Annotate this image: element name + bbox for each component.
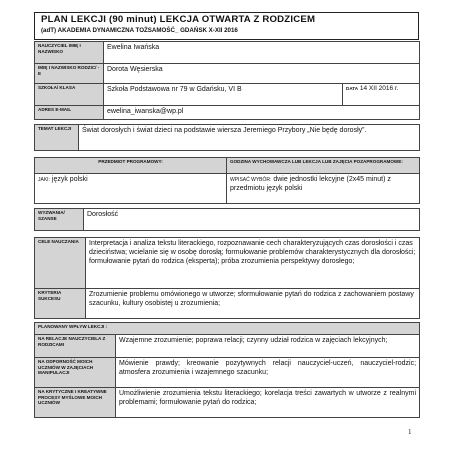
values-label: WYZWANIA/ SZANSE	[35, 209, 84, 231]
topic-value: Świat dorosłych i świat dzieci na podstawie wiersza Jeremiego Przybory „Nie będę dorosły”.	[79, 125, 420, 151]
info-table	[34, 41, 420, 120]
impact-row-value: Mówienie prawdy; kreowanie pozytywnych relacji nauczyciel-uczeń, nauczyciel-rodzic; atmosfera zrozumienia i wzajemnego szacunku;	[116, 358, 420, 388]
impact-row-label: NA RELACJE NAUCZYCIELA Z RODZICAMI	[35, 335, 116, 358]
choice-label: WPISAĆ WYBÓR:	[230, 177, 272, 183]
impact-row-value: Wzajemne zrozumienie; poprawa relacji; czynny udział rodzica w zajęciach lekcyjnych;	[116, 335, 420, 358]
impact-table	[34, 322, 420, 418]
date-value: 14 XII 2016 r.	[359, 85, 399, 92]
goals-label: CELE NAUCZANIA	[35, 238, 86, 289]
subject-which-cell	[35, 174, 227, 204]
page-number: 1	[408, 428, 412, 436]
email-value: ewelina_iwanska@wp.pl	[104, 106, 420, 120]
impact-row-label: NA ODPORNOŚĆ MOICH UCZNIÓW W ZAJĘCIACH MANIPULACJI	[35, 358, 116, 388]
values-table	[34, 208, 420, 231]
school-label: SZKOŁA/ KLASA	[35, 84, 104, 106]
which-label: JAKI:	[38, 177, 50, 183]
criteria-value: Zrozumienie problemu omówionego w utworze; sformułowanie pytań do rodzica z zachowaniem postawy szacunku, kultury osobistej u zrozumienia;	[86, 289, 420, 319]
impact-row-value: Umożliwienie zrozumienia tekstu literackiego; korelacja treści zawartych w utworze z realnymi problemami; formułowanie pytań do rodzica;	[116, 388, 420, 418]
email-label: ADRES E-MAIL	[35, 106, 104, 120]
subject-choice-cell	[227, 174, 420, 204]
subject-header: PRZEDMIOT PROGRAMOWY:	[35, 158, 227, 174]
teacher-label: NAUCZYCIEL IMIĘ I NAZWISKO	[35, 42, 104, 64]
hours-header: GODZINA WYCHOWAWCZA LUB LEKCJA LUB ZAJĘCIA POZAPROGRAMOWE:	[227, 158, 420, 174]
document-header	[34, 12, 419, 40]
goals-value: Interpretacja i analiza tekstu literackiego, rozpoznawanie cech charakteryzujących czas dorosłości i czas dzieciństwa; wcielanie się w osobę dorosłą; formułowanie problemów charakterystycznych dla dorosłości; formułowanie pytań do rodzica (eksperta); próba zrozumienia perspektywy dorosłego;	[86, 238, 420, 289]
document-title: PLAN LEKCJI (90 minut) LEKCJA OTWARTA Z RODZICEM	[41, 14, 316, 25]
choice-value: dwie jednostki lekcyjne (2x45 minut) z przedmiotu język polski	[230, 176, 391, 192]
date-label: DATA	[346, 86, 359, 91]
parent-value: Dorota Węsierska	[104, 64, 420, 84]
goals-table	[34, 237, 420, 319]
values-value: Dorosłość	[84, 209, 420, 231]
school-value: Szkoła Podstawowa nr 79 w Gdańsku, VI B	[104, 84, 343, 106]
teacher-value: Ewelina Iwańska	[104, 42, 420, 64]
impact-row-label: NA KRYTYCZNE I KREATYWNE PROCESY MYŚLOWE MOICH UCZNIÓW	[35, 388, 116, 418]
parent-label: IMIĘ I NAZWISKO RODZIC/ - E	[35, 64, 104, 84]
document-subtitle: (adT) AKADEMIA DYNAMICZNA TOŻSAMOŚĆ_ GDAŃSK X-XII 2016	[41, 27, 238, 34]
impact-header: PLANOWANY WPŁYW LEKCJI :	[35, 323, 420, 335]
which-value: język polski	[51, 176, 88, 183]
subject-table	[34, 157, 420, 204]
topic-label: TEMAT LEKCJI	[35, 125, 79, 151]
topic-table	[34, 124, 420, 151]
date-cell	[343, 84, 420, 106]
criteria-label: KRYTERIA SUKCESU	[35, 289, 86, 319]
